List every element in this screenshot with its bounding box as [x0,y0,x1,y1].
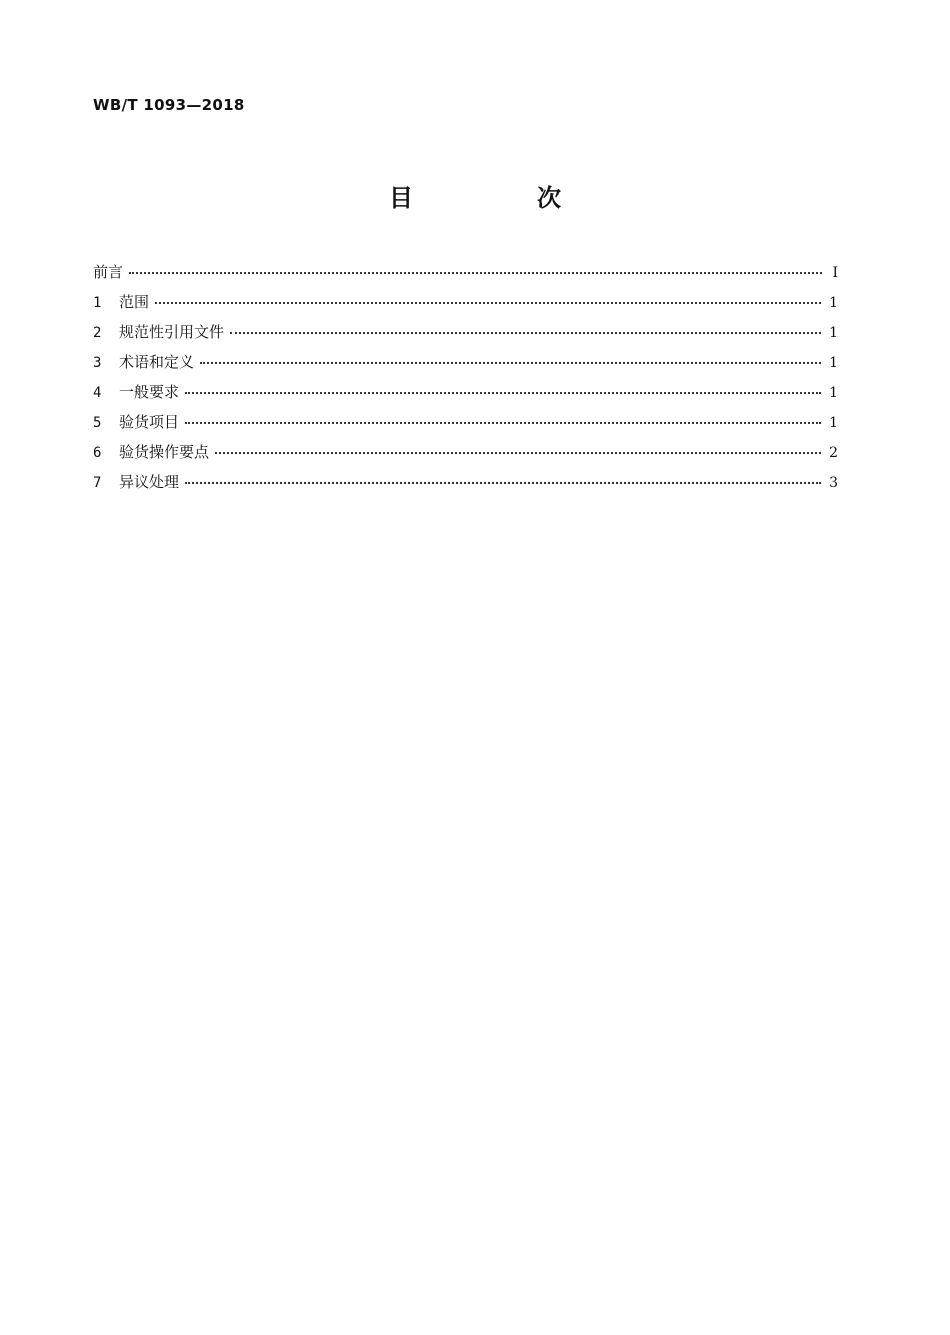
toc-entry-foreword[interactable] [93,257,838,287]
toc-entry-label: 规范性引用文件 [119,323,225,341]
toc-entry-label: 验货操作要点 [119,443,210,461]
toc-entry-inspection-items[interactable] [93,407,838,437]
toc-entry-inspection-operation[interactable] [93,437,838,467]
toc-entry-label: 一般要求 [119,383,180,401]
toc-dot-leader [129,272,822,274]
table-of-contents [93,257,838,497]
toc-entry-page: 1 [829,295,838,311]
toc-entry-page: 1 [829,385,838,401]
toc-entry-page: 1 [829,355,838,371]
toc-entry-page: 1 [829,325,838,341]
toc-entry-label: 前言 [93,263,124,281]
toc-entry-number: 5 [93,415,102,431]
toc-entry-objection-handling[interactable] [93,467,838,497]
toc-entry-page: 1 [829,415,838,431]
toc-entry-label: 异议处理 [119,473,180,491]
toc-entry-general-requirements[interactable] [93,377,838,407]
toc-entry-scope[interactable] [93,287,838,317]
toc-entry-number: 7 [93,475,102,491]
toc-entry-number: 1 [93,295,102,311]
toc-entry-page: I [832,265,838,281]
toc-title: 目 次 [389,184,611,212]
toc-entry-label: 验货项目 [119,413,180,431]
toc-dot-leader [230,332,821,334]
document-id: WB/T 1093—2018 [93,96,245,114]
toc-entry-label: 范围 [119,293,150,311]
toc-dot-leader [155,302,821,304]
toc-dot-leader [185,422,821,424]
toc-entry-number: 3 [93,355,102,371]
toc-dot-leader [215,452,821,454]
toc-dot-leader [200,362,821,364]
toc-entry-page: 2 [829,445,838,461]
toc-entry-label: 术语和定义 [119,353,195,371]
toc-entry-number: 2 [93,325,102,341]
toc-dot-leader [185,482,821,484]
toc-entry-number: 4 [93,385,102,401]
toc-entry-number: 6 [93,445,102,461]
toc-entry-terms-definitions[interactable] [93,347,838,377]
toc-entry-page: 3 [829,475,838,491]
toc-dot-leader [185,392,821,394]
toc-entry-normative-references[interactable] [93,317,838,347]
